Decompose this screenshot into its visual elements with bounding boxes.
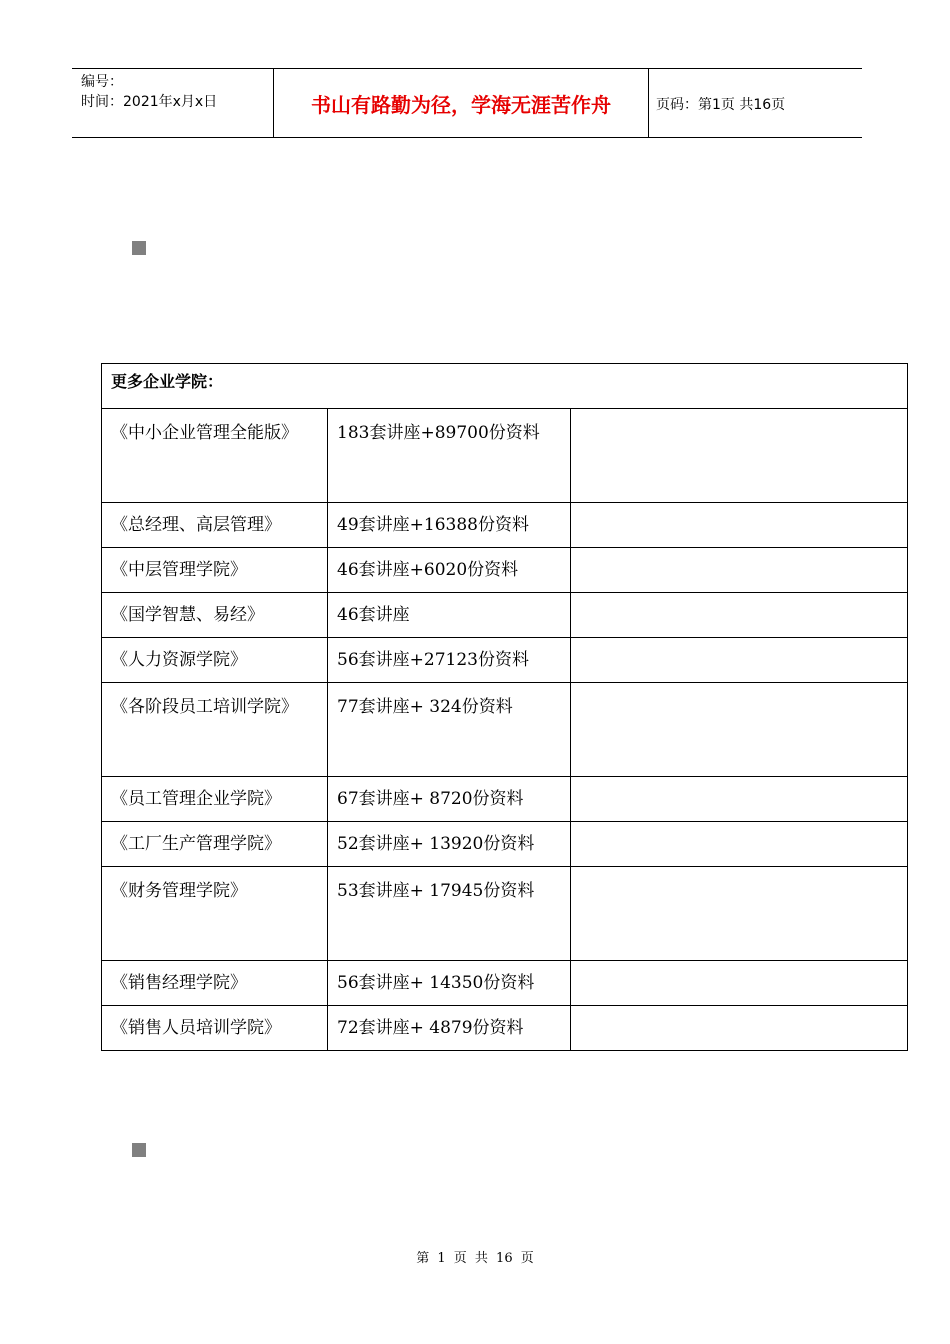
table-heading: 更多企业学院： [102, 364, 908, 409]
row-name: 《中小企业管理全能版》 [102, 409, 328, 503]
row-name: 《中层管理学院》 [102, 548, 328, 593]
row-name: 《国学智慧、易经》 [102, 593, 328, 638]
row-detail: 72套讲座+ 4879份资料 [328, 1006, 571, 1051]
square-bullet-icon [132, 241, 146, 255]
row-detail: 52套讲座+ 13920份资料 [328, 822, 571, 867]
table-row [102, 593, 908, 638]
table-row [102, 961, 908, 1006]
row-detail: 56套讲座+27123份资料 [328, 638, 571, 683]
row-detail: 53套讲座+ 17945份资料 [328, 867, 571, 961]
page-footer: 第 1 页 共 16 页 [416, 1251, 534, 1266]
square-bullet-icon [132, 1143, 146, 1157]
row-name: 《财务管理学院》 [102, 867, 328, 961]
row-empty-cell [571, 683, 908, 777]
row-empty-cell [571, 593, 908, 638]
row-name: 《员工管理企业学院》 [102, 777, 328, 822]
header-meta [81, 72, 217, 112]
table-row [102, 683, 908, 777]
header-divider [648, 69, 649, 137]
row-empty-cell [571, 777, 908, 822]
row-detail: 183套讲座+89700份资料 [328, 409, 571, 503]
academy-table [101, 363, 907, 1051]
row-empty-cell [571, 548, 908, 593]
row-empty-cell [571, 638, 908, 683]
table-row [102, 638, 908, 683]
header-motto: 书山有路勤为径，学海无涯苦作舟 [311, 92, 611, 117]
row-detail: 46套讲座+6020份资料 [328, 548, 571, 593]
table-row [102, 1006, 908, 1051]
row-empty-cell [571, 822, 908, 867]
page-header [72, 68, 862, 138]
row-empty-cell [571, 409, 908, 503]
table-row [102, 822, 908, 867]
row-detail: 77套讲座+ 324份资料 [328, 683, 571, 777]
row-empty-cell [571, 867, 908, 961]
row-name: 《销售经理学院》 [102, 961, 328, 1006]
table-row [102, 503, 908, 548]
row-empty-cell [571, 1006, 908, 1051]
row-name: 《销售人员培训学院》 [102, 1006, 328, 1051]
row-name: 《总经理、高层管理》 [102, 503, 328, 548]
row-empty-cell [571, 503, 908, 548]
row-detail: 67套讲座+ 8720份资料 [328, 777, 571, 822]
number-label: 编号： [81, 74, 123, 90]
row-name: 《人力资源学院》 [102, 638, 328, 683]
row-name: 《各阶段员工培训学院》 [102, 683, 328, 777]
time-label: 时间：2021年x月x日 [81, 94, 218, 110]
table-row [102, 867, 908, 961]
table-row [102, 548, 908, 593]
row-empty-cell [571, 961, 908, 1006]
header-page-info: 页码：第1页 共16页 [656, 97, 786, 113]
table-row [102, 777, 908, 822]
row-name: 《工厂生产管理学院》 [102, 822, 328, 867]
row-detail: 56套讲座+ 14350份资料 [328, 961, 571, 1006]
row-detail: 46套讲座 [328, 593, 571, 638]
table-row [102, 409, 908, 503]
row-detail: 49套讲座+16388份资料 [328, 503, 571, 548]
